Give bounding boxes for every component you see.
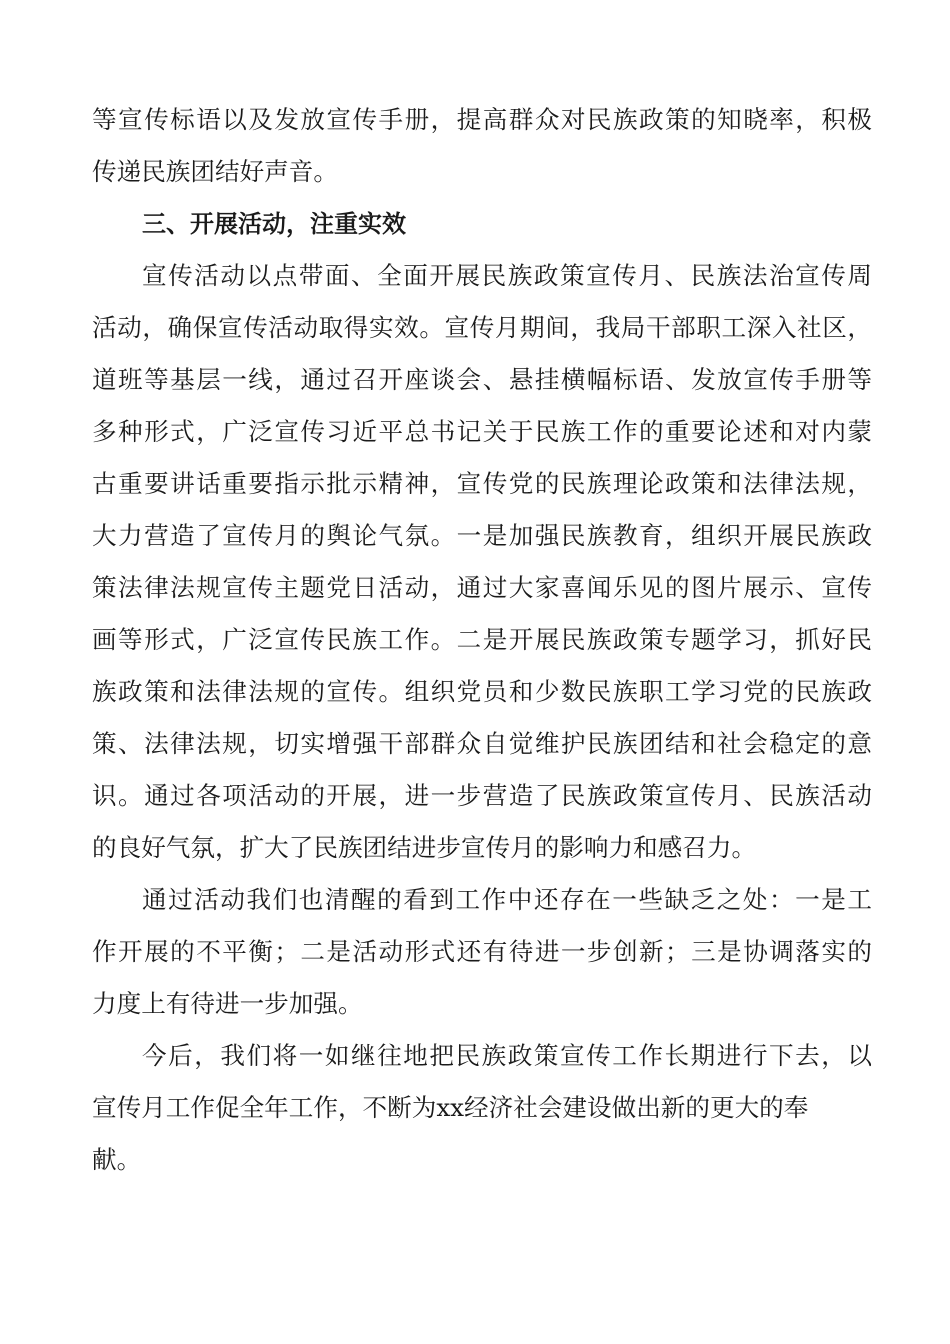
text-line: 策法律法规宣传主题党日活动，通过大家喜闻乐见的图片展示、宣传 bbox=[92, 573, 872, 602]
text-line: 识。通过各项活动的开展，进一步营造了民族政策宣传月、民族活动 bbox=[92, 781, 872, 810]
text-line: 画等形式，广泛宣传民族工作。二是开展民族政策专题学习，抓好民 bbox=[92, 625, 872, 654]
text-line: 族政策和法律法规的宣传。组织党员和少数民族职工学习党的民族政 bbox=[92, 677, 872, 706]
section-heading: 三、开展活动，注重实效 bbox=[142, 210, 406, 238]
text-line: 献。 bbox=[92, 1145, 142, 1174]
text-line: 大力营造了宣传月的舆论气氛。一是加强民族教育，组织开展民族政 bbox=[92, 521, 872, 550]
text-line: 道班等基层一线，通过召开座谈会、悬挂横幅标语、发放宣传手册等 bbox=[92, 365, 872, 394]
text-line: 宣传活动以点带面、全面开展民族政策宣传月、民族法治宣传周 bbox=[142, 261, 872, 290]
text-line: 传递民族团结好声音。 bbox=[92, 157, 338, 186]
text-line: 力度上有待进一步加强。 bbox=[92, 989, 363, 1018]
text-line: 今后，我们将一如继往地把民族政策宣传工作长期进行下去，以 bbox=[142, 1041, 872, 1070]
text-line: 古重要讲话重要指示批示精神，宣传党的民族理论政策和法律法规， bbox=[92, 469, 872, 498]
text-line: 活动，确保宣传活动取得实效。宣传月期间，我局干部职工深入社区， bbox=[92, 313, 872, 342]
text-line: 多种形式，广泛宣传习近平总书记关于民族工作的重要论述和对内蒙 bbox=[92, 417, 872, 446]
text-line: 作开展的不平衡；二是活动形式还有待进一步创新；三是协调落实的 bbox=[92, 937, 872, 966]
text-line: 等宣传标语以及发放宣传手册，提高群众对民族政策的知晓率，积极 bbox=[92, 105, 872, 134]
text-line: 策、法律法规，切实增强干部群众自觉维护民族团结和社会稳定的意 bbox=[92, 729, 872, 758]
text-line: 通过活动我们也清醒的看到工作中还存在一些缺乏之处：一是工 bbox=[142, 885, 872, 914]
text-line: 的良好气氛，扩大了民族团结进步宣传月的影响力和感召力。 bbox=[92, 833, 757, 862]
text-line: 宣传月工作促全年工作，不断为xx经济社会建设做出新的更大的奉 bbox=[92, 1093, 809, 1122]
